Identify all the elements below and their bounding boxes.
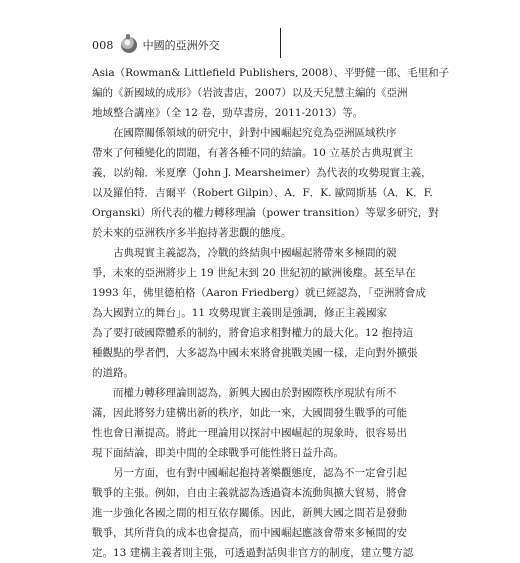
paragraph bbox=[92, 383, 452, 463]
text-line: 性也會日漸提高。將此一理論用以探討中國崛起的現象時，很容易出 bbox=[92, 427, 407, 439]
text-line: 義，以約翰．米夏摩（John J. Mearsheimer）為代表的攻勢現實主義， bbox=[92, 167, 432, 179]
text-line: Organski）所代表的權力轉移理論（power transition）等眾多研究，對 bbox=[92, 207, 439, 219]
text-line: 進一步強化各國之間的相互依存關係。因此，新興大國之間若是發動 bbox=[92, 507, 407, 519]
text-line: 定。13 建構主義者則主張，可透過對話與非官方的制度，建立雙方認 bbox=[92, 547, 414, 559]
paragraph bbox=[92, 63, 452, 123]
text-line: 現下面結論，即美中間的全球戰爭可能性將日益升高。 bbox=[92, 447, 344, 459]
paragraph bbox=[92, 123, 452, 243]
text-line: 而權力轉移理論則認為，新興大國由於對國際秩序現狀有所不 bbox=[113, 387, 397, 399]
book-emblem-icon bbox=[121, 37, 137, 53]
text-line: Asia（Rowman& Littlefield Publishers, 2008）、平野健一郎、毛里和子 bbox=[92, 67, 450, 79]
text-line: 戰爭，其所背負的成本也會提高，而中國崛起應該會帶來多極間的安 bbox=[92, 527, 407, 539]
text-line: 以及羅伯特．吉爾平（Robert Gilpin）、A．F．K. 歐岡斯基（A．K．F. bbox=[92, 187, 433, 199]
body-text bbox=[92, 63, 452, 563]
text-line: 地域整合講座》（全 12 卷，勁草書房，2011-2013）等。 bbox=[92, 107, 364, 119]
text-line: 編的《新國域的成形》（岩波書店，2007）以及天兒慧主編的《亞洲 bbox=[92, 87, 408, 99]
text-line: 在國際關係領域的研究中，針對中國崛起究竟為亞洲區域秩序 bbox=[113, 127, 397, 139]
page-number: 008 bbox=[92, 38, 114, 52]
text-line: 1993 年，佛里德柏格（Aaron Friedberg）就已經認為，「亞洲將會成 bbox=[92, 287, 426, 299]
text-line: 為大國對立的舞台」。11 攻勢現實主義則是強調，修正主義國家 bbox=[92, 307, 387, 319]
text-line: 爭，未來的亞洲將步上 19 世紀末到 20 世紀初的歐洲後塵。甚至早在 bbox=[92, 267, 416, 279]
text-line: 於未來的亞洲秩序多半抱持著悲觀的態度。 bbox=[92, 227, 292, 239]
text-line: 種觀點的學者們，大多認為中國未來將會挑戰美國一樣，走向對外擴張 bbox=[92, 347, 418, 359]
text-line: 帶來了何種變化的問題，有著各種不同的結論。10 立基於古典現實主 bbox=[92, 147, 414, 159]
text-line: 的道路。 bbox=[92, 367, 134, 379]
text-line: 古典現實主義認為，冷戰的終結與中國崛起將帶來多極間的競 bbox=[113, 247, 397, 259]
paragraph bbox=[92, 463, 452, 563]
text-line: 另一方面，也有對中國崛起抱持著樂觀態度，認為不一定會引起 bbox=[113, 467, 407, 479]
header-divider bbox=[280, 28, 281, 58]
text-line: 滿，因此將努力建構出新的秩序，如此一來，大國間發生戰爭的可能 bbox=[92, 407, 407, 419]
running-header bbox=[92, 35, 220, 55]
text-line: 為了要打破國際體系的制約，將會追求相對權力的最大化。12 抱持這 bbox=[92, 327, 414, 339]
text-line: 戰爭的主張。例如，自由主義就認為透過資本流動與擴大貿易，將會 bbox=[92, 487, 407, 499]
paragraph bbox=[92, 243, 452, 383]
book-title: 中國的亞洲外交 bbox=[142, 39, 220, 52]
